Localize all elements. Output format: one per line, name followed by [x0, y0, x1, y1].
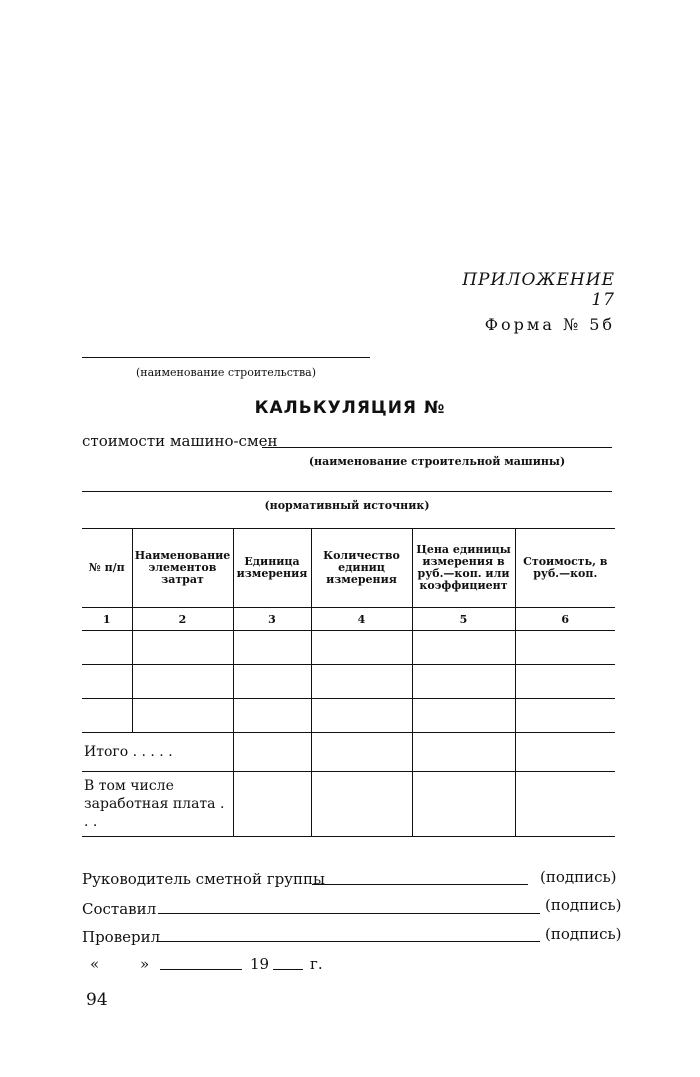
empty-cell[interactable]	[233, 699, 311, 733]
empty-cell[interactable]	[412, 733, 515, 772]
total-label: Итого . . . . .	[82, 733, 233, 772]
empty-cell[interactable]	[82, 631, 132, 665]
empty-cell[interactable]	[515, 631, 615, 665]
appendix-label: ПРИЛОЖЕНИЕ 17	[462, 270, 615, 310]
table-row	[82, 631, 615, 665]
empty-cell[interactable]	[233, 631, 311, 665]
empty-cell[interactable]	[515, 665, 615, 699]
header-quantity: Количество единиц измерения	[311, 529, 412, 608]
source-caption: (нормативный источник)	[264, 499, 430, 512]
machine-caption: (наименование строительной машины)	[308, 455, 566, 468]
empty-cell[interactable]	[515, 772, 615, 837]
empty-cell[interactable]	[412, 665, 515, 699]
column-number: 1	[82, 608, 132, 631]
date-open-quote: «	[90, 955, 100, 973]
page-title: КАЛЬКУЛЯЦИЯ №	[254, 398, 446, 418]
empty-cell[interactable]	[132, 699, 233, 733]
checked-signature-line[interactable]	[158, 941, 540, 942]
total-row	[82, 733, 615, 772]
empty-cell[interactable]	[311, 665, 412, 699]
header-unit: Единица измерения	[233, 529, 311, 608]
signature-caption: (подпись)	[540, 868, 617, 886]
empty-cell[interactable]	[82, 699, 132, 733]
wages-row	[82, 772, 615, 837]
date-close-quote: »	[140, 955, 150, 973]
compiled-label: Составил	[82, 900, 157, 918]
empty-cell[interactable]	[132, 665, 233, 699]
form-number: Форма № 5б	[484, 315, 615, 334]
signature-caption: (подпись)	[545, 925, 622, 943]
machine-name-line[interactable]	[262, 447, 612, 448]
table-header-row	[82, 529, 615, 608]
empty-cell[interactable]	[82, 665, 132, 699]
column-number-row	[82, 608, 615, 631]
source-line[interactable]	[82, 491, 612, 492]
machine-label: стоимости машино-смен	[82, 432, 278, 450]
year-prefix: 19	[250, 955, 270, 973]
construction-name-line[interactable]	[82, 357, 370, 358]
empty-cell[interactable]	[412, 772, 515, 837]
calculation-table	[82, 528, 615, 837]
empty-cell[interactable]	[412, 631, 515, 665]
checked-label: Проверил	[82, 928, 161, 946]
header-unit-price: Цена единицы измерения в руб.—коп. или коэффициент	[412, 529, 515, 608]
column-number: 4	[311, 608, 412, 631]
empty-cell[interactable]	[515, 733, 615, 772]
compiled-signature-line[interactable]	[158, 913, 540, 914]
header-cost: Стоимость, в руб.—коп.	[515, 529, 615, 608]
empty-cell[interactable]	[412, 699, 515, 733]
empty-cell[interactable]	[233, 733, 311, 772]
empty-cell[interactable]	[311, 772, 412, 837]
column-number: 6	[515, 608, 615, 631]
empty-cell[interactable]	[311, 733, 412, 772]
signature-caption: (подпись)	[545, 896, 622, 914]
construction-caption: (наименование строительства)	[135, 366, 317, 379]
column-number: 5	[412, 608, 515, 631]
header-number: № п/п	[82, 529, 132, 608]
date-day-month-line[interactable]	[160, 969, 242, 970]
wages-label: В том числе заработная плата . . .	[82, 772, 233, 837]
column-number: 2	[132, 608, 233, 631]
page-number: 94	[86, 990, 108, 1010]
empty-cell[interactable]	[311, 699, 412, 733]
empty-cell[interactable]	[233, 772, 311, 837]
year-suffix: г.	[310, 955, 323, 973]
head-of-group-label: Руководитель сметной группы	[82, 870, 325, 888]
empty-cell[interactable]	[515, 699, 615, 733]
header-cost-elements: Наименование элементов затрат	[132, 529, 233, 608]
empty-cell[interactable]	[132, 631, 233, 665]
empty-cell[interactable]	[233, 665, 311, 699]
table-row	[82, 699, 615, 733]
head-signature-line[interactable]	[312, 884, 528, 885]
table-row	[82, 665, 615, 699]
empty-cell[interactable]	[311, 631, 412, 665]
year-line[interactable]	[273, 969, 303, 970]
column-number: 3	[233, 608, 311, 631]
